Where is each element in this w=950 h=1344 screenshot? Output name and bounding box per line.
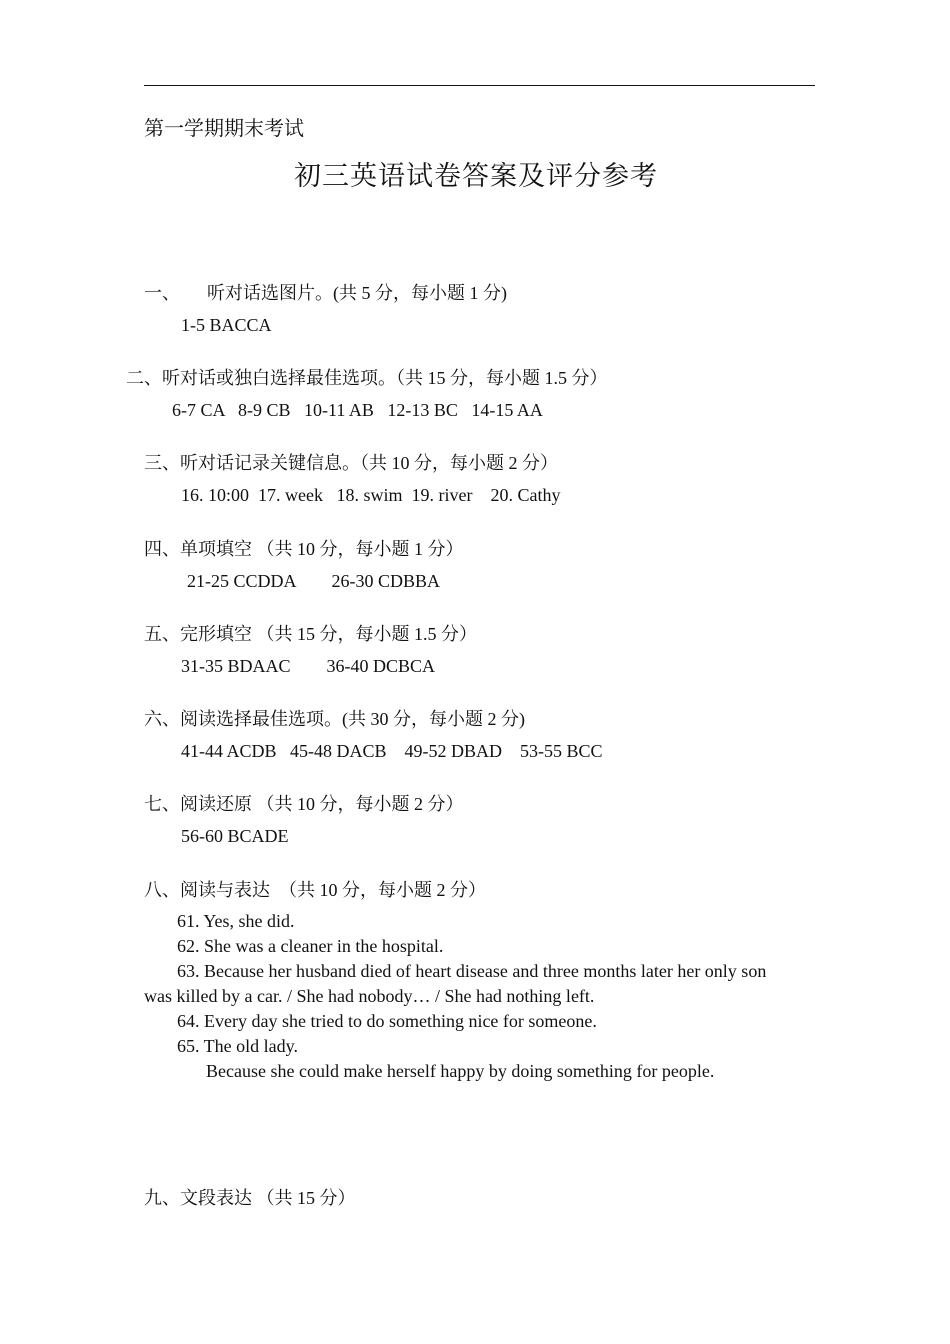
section-1-answer: 1-5 BACCA [181,315,272,335]
section-2-answer: 6-7 CA 8-9 CB 10-11 AB 12-13 BC 14-15 AA [172,400,543,420]
section-8-answers [144,909,816,1084]
section-5-answer: 31-35 BDAAC 36-40 DCBCA [181,656,436,676]
answer-63-line-1: 63. Because her husband died of heart disease and three months later her only son [177,961,767,981]
document-title: 初三英语试卷答案及评分参考 [294,161,658,191]
section-6-heading: 六、阅读选择最佳选项。(共 30 分，每小题 2 分) [144,709,525,729]
section-8-heading: 八、阅读与表达 （共 10 分，每小题 2 分） [144,880,486,900]
answer-63-line-2: was killed by a car. / She had nobody… / She had nothing left. [144,986,595,1006]
section-3-answer: 16. 10:00 17. week 18. swim 19. river 20. Cathy [181,485,561,505]
section-2-heading: 二、听对话或独白选择最佳选项。（共 15 分，每小题 1.5 分） [126,368,608,388]
exam-term: 第一学期期末考试 [144,118,304,140]
section-4-heading: 四、单项填空 （共 10 分，每小题 1 分） [144,539,464,559]
answer-61: 61. Yes, she did. [177,911,295,931]
section-7-answer: 56-60 BCADE [181,826,289,846]
section-4-answer: 21-25 CCDDA 26-30 CDBBA [187,571,441,591]
section-3-heading: 三、听对话记录关键信息。（共 10 分，每小题 2 分） [144,453,558,473]
section-7-heading: 七、阅读还原 （共 10 分，每小题 2 分） [144,794,464,814]
top-rule [144,85,815,86]
section-1-heading: 一、 听对话选图片。(共 5 分，每小题 1 分) [144,283,507,303]
section-6-answer: 41-44 ACDB 45-48 DACB 49-52 DBAD 53-55 BCC [181,741,603,761]
answer-65: 65. The old lady. [177,1036,298,1056]
answer-64: 64. Every day she tried to do something nice for someone. [177,1011,597,1031]
answer-65-reason: Because she could make herself happy by doing something for people. [206,1061,715,1081]
section-5-heading: 五、完形填空 （共 15 分，每小题 1.5 分） [144,624,477,644]
section-9-heading: 九、文段表达 （共 15 分） [144,1188,356,1208]
answer-62: 62. She was a cleaner in the hospital. [177,936,444,956]
